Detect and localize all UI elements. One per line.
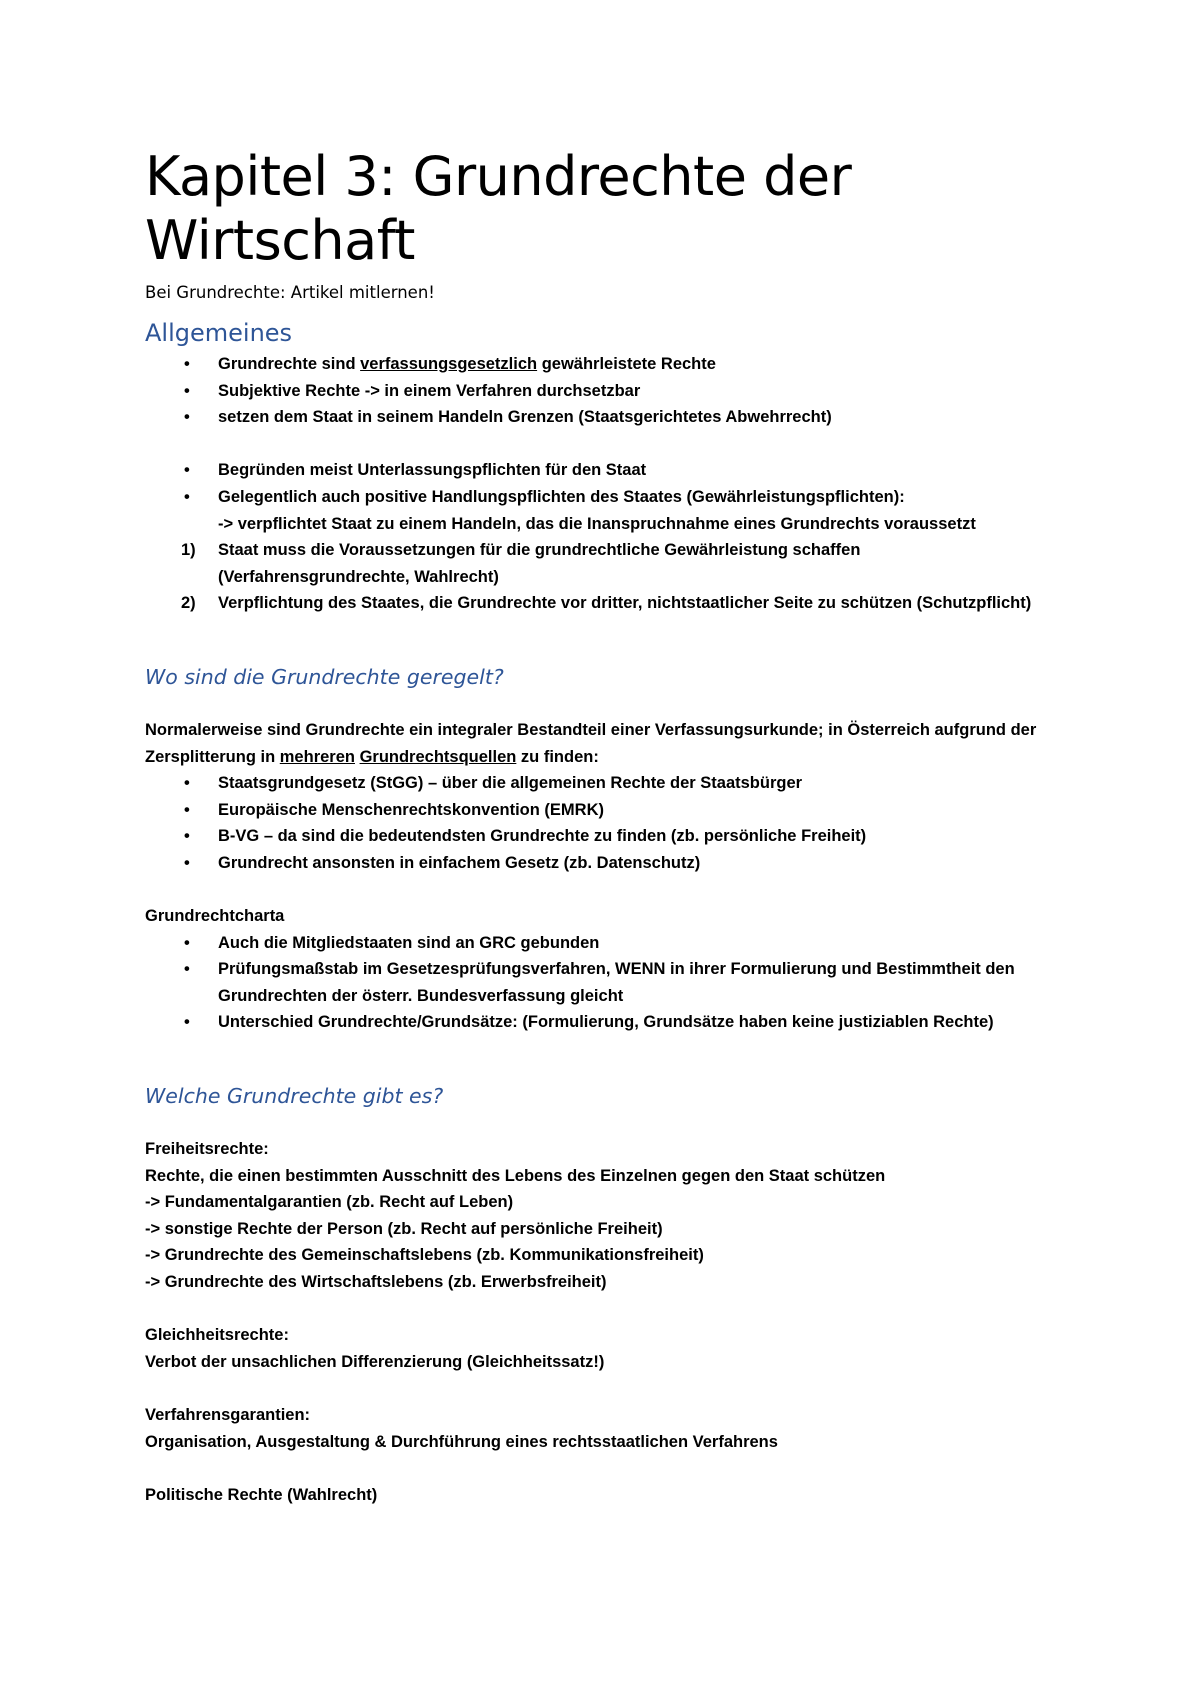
numbered-item-text: Verpflichtung des Staates, die Grundrechte vor dritter, nichtstaatlicher Seite zu schützen (Schutzpflicht) [218, 594, 1032, 613]
numbered-list-allgemeines [145, 537, 1085, 617]
label-grundrechtcharta: Grundrechtcharta [145, 907, 285, 926]
text-line: Rechte, die einen bestimmten Ausschnitt des Lebens des Einzelnen gegen den Staat schützen [145, 1166, 886, 1185]
label-verfahrensgarantien: Verfahrensgarantien: [145, 1406, 311, 1424]
paragraph-text: Normalerweise sind Grundrechte ein integraler Bestandteil einer Verfassungsurkunde; in Österreich aufgrund der Zersplitterung in [145, 720, 1037, 766]
bullet-icon: • [184, 1013, 190, 1032]
text-line: -> Grundrechte des Wirtschaftslebens (zb. Erwerbsfreiheit) [145, 1273, 607, 1292]
bullet-icon: • [184, 827, 190, 846]
list-item [145, 351, 1085, 378]
document-content [145, 145, 1085, 1508]
list-item [145, 797, 1085, 824]
list-item [145, 823, 1085, 850]
bullet-icon: • [184, 933, 190, 952]
list-item-text: setzen dem Staat in seinem Handeln Grenzen (Staatsgerichtetes Abwehrrecht) [218, 408, 832, 427]
text-line: Organisation, Ausgestaltung & Durchführung eines rechtsstaatlichen Verfahrens [145, 1432, 778, 1451]
list-item-subtext: -> verpflichtet Staat zu einem Handeln, das die Inanspruchnahme eines Grundrechts voraussetzt [218, 514, 976, 533]
label-politische-rechte: Politische Rechte (Wahlrecht) [145, 1485, 378, 1504]
bullet-icon: • [184, 408, 190, 427]
label-gleichheitsrechte: Gleichheitsrechte: [145, 1326, 289, 1345]
underlined-text: Grundrechtsquellen [359, 747, 517, 766]
subtitle: Bei Grundrechte: Artikel mitlernen! [145, 283, 435, 302]
list-item [145, 1009, 1085, 1036]
list-item-text: Europäische Menschenrechtskonvention (EMRK) [218, 800, 604, 819]
list-item-text: Unterschied Grundrechte/Grundsätze: (Formulierung, Grundsätze haben keine justiziablen Rechte) [218, 1013, 994, 1032]
underlined-text: mehreren [279, 747, 355, 766]
bullet-icon: • [184, 800, 190, 819]
list-item-text: gewährleistete Rechte [537, 355, 716, 373]
bullet-icon: • [184, 487, 190, 506]
list-item-text: Grundrecht ansonsten in einfachem Gesetz (zb. Datenschutz) [218, 853, 701, 872]
underlined-text: verfassungsgesetzlich [360, 355, 538, 373]
bullet-icon: • [184, 461, 190, 480]
heading-allgemeines: Allgemeines [145, 319, 293, 347]
section-geregelt [145, 717, 1085, 1036]
numbered-item-text: Staat muss die Voraussetzungen für die grundrechtliche Gewährleistung schaffen [218, 541, 861, 560]
list-item [145, 404, 1085, 431]
empty-list-item [145, 431, 1085, 458]
list-item-text: Begründen meist Unterlassungspflichten für den Staat [218, 461, 647, 480]
bullet-icon: • [184, 774, 190, 793]
list-item-text: Subjektive Rechte -> in einem Verfahren durchsetzbar [218, 381, 641, 400]
paragraph-geregelt [145, 717, 1085, 770]
numbered-item [145, 537, 1085, 590]
list-item [145, 484, 1085, 537]
numbered-item-text: (Verfahrensgrundrechte, Wahlrecht) [218, 567, 499, 586]
number-marker: 2) [181, 594, 196, 613]
label-freiheitsrechte: Freiheitsrechte: [145, 1140, 269, 1159]
heading-geregelt: Wo sind die Grundrechte geregelt? [145, 664, 504, 689]
bullet-list-charta [145, 930, 1085, 1036]
text-line: -> sonstige Rechte der Person (zb. Recht auf persönliche Freiheit) [145, 1219, 663, 1238]
bullet-icon: • [184, 381, 190, 400]
bullet-list-allgemeines [145, 351, 1085, 537]
bullet-icon: • [184, 960, 190, 979]
bullet-icon: • [184, 853, 190, 872]
number-marker: 1) [181, 541, 196, 560]
list-item-text: Grundrechte sind [218, 355, 361, 373]
text-line: Verbot der unsachlichen Differenzierung (Gleichheitssatz!) [145, 1352, 605, 1371]
list-item [145, 956, 1085, 1009]
text-line: -> Grundrechte des Gemeinschaftslebens (zb. Kommunikationsfreiheit) [145, 1246, 704, 1265]
bullet-list-sources [145, 770, 1085, 876]
list-item-text: Gelegentlich auch positive Handlungspflichten des Staates (Gewährleistungspflichten): [218, 487, 905, 506]
list-item-text: Auch die Mitgliedstaaten sind an GRC gebunden [218, 933, 600, 952]
list-item [145, 850, 1085, 877]
paragraph-text: zu finden: [516, 747, 599, 766]
page-title: Kapitel 3: Grundrechte der Wirtschaft [145, 145, 852, 272]
list-item [145, 378, 1085, 405]
list-item-text: Prüfungsmaßstab im Gesetzesprüfungsverfahren, WENN in ihrer Formulierung und Bestimmtheit den Grundrechten der österr. Bundesverfassung gleicht [218, 960, 1015, 1005]
text-line: -> Fundamentalgarantien (zb. Recht auf Leben) [145, 1193, 514, 1212]
list-item [145, 930, 1085, 957]
bullet-icon: • [184, 355, 190, 373]
numbered-item [145, 590, 1085, 617]
heading-welche: Welche Grundrechte gibt es? [145, 1084, 444, 1109]
section-allgemeines [145, 351, 1085, 617]
list-item-text: B-VG – da sind die bedeutendsten Grundrechte zu finden (zb. persönliche Freiheit) [218, 827, 867, 846]
list-item [145, 770, 1085, 797]
list-item [145, 457, 1085, 484]
section-welche [145, 1136, 1085, 1508]
list-item-text: Staatsgrundgesetz (StGG) – über die allgemeinen Rechte der Staatsbürger [218, 774, 803, 793]
